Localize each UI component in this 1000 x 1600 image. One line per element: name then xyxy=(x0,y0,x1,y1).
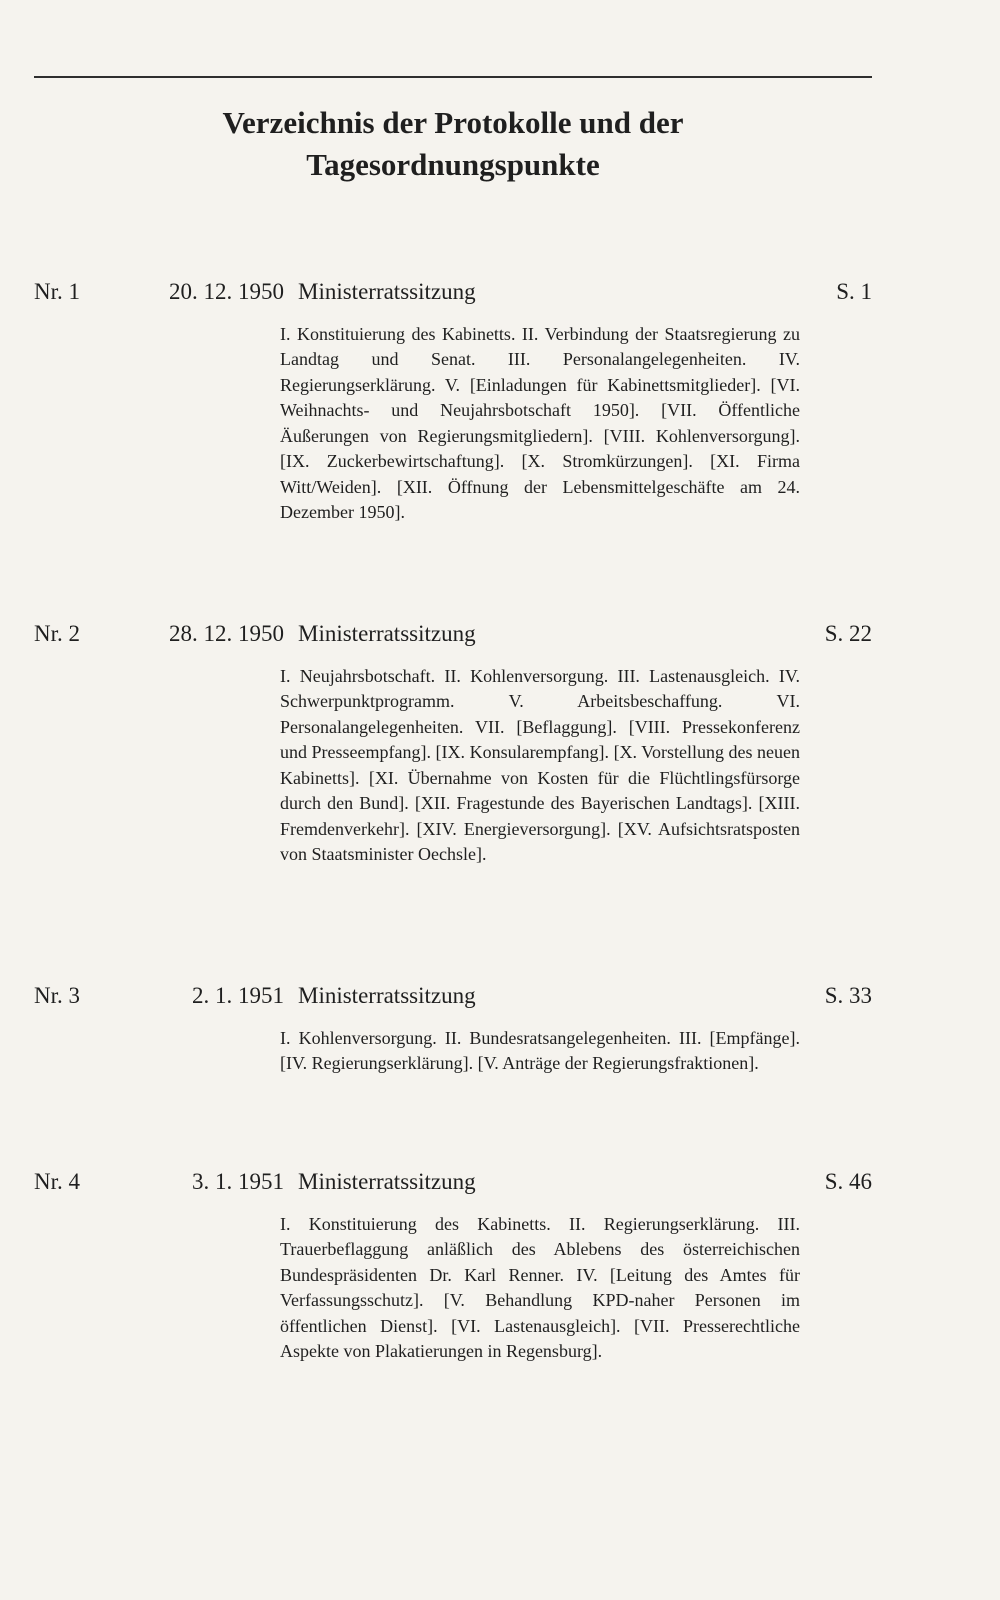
protocol-date: 28. 12. 1950 xyxy=(169,621,284,646)
protocol-entry-header xyxy=(34,982,872,1010)
protocol-type: Ministerratssitzung xyxy=(298,983,476,1008)
protocol-entry-header xyxy=(34,278,872,306)
protocol-date: 3. 1. 1951 xyxy=(192,1169,284,1194)
page-title-line-1: Verzeichnis der Protokolle und der xyxy=(222,105,684,140)
protocol-entry-4 xyxy=(34,1168,872,1383)
protocol-entry-2 xyxy=(34,620,872,886)
page-title-line-2: Tagesordnungspunkte xyxy=(306,146,600,182)
page-title xyxy=(34,102,872,186)
protocol-type: Ministerratssitzung xyxy=(298,1169,476,1194)
header-rule xyxy=(34,76,872,78)
protocol-entry-1 xyxy=(34,278,872,544)
protocol-date: 2. 1. 1951 xyxy=(192,983,284,1008)
protocol-entry-header xyxy=(34,620,872,648)
protocol-agenda-text: I. Neujahrsbotschaft. II. Kohlenversorgung. III. Lastenausgleich. IV. Schwerpunktprogramm. V. Arbeitsbeschaffung. VI. Personalangelegenheiten. VII. [Beflaggung]. [VIII. Pressekonferenz und Presseempfang]. [IX. Konsularempfang]. [X. Vorstellung des neuen Kabinetts]. [XI. Übernahme von Kosten für die Flüchtlingsfürsorge durch den Bund]. [XII. Fragestunde des Bayerischen Landtags]. [XIII. Fremdenverkehr]. [XIV. Energieversorgung]. [XV. Aufsichtsratsposten von Staatsminister Oechsle]. xyxy=(280,665,800,865)
protocol-type: Ministerratssitzung xyxy=(298,621,476,646)
protocol-page-reference: S. 33 xyxy=(824,983,872,1008)
protocol-agenda-text: I. Konstituierung des Kabinetts. II. Regierungserklärung. III. Trauerbeflaggung anläßlich des Ablebens des österreichischen Bundespräsidenten Dr. Karl Renner. IV. [Leitung des Amtes für Verfassungsschutz]. [V. Behandlung KPD-naher Personen im öffentlichen Dienst]. [VI. Lastenausgleich]. [VII. Presserechtliche Aspekte von Plakatierungen in Regensburg]. xyxy=(280,1213,800,1362)
protocol-date: 20. 12. 1950 xyxy=(169,279,284,304)
protocol-page-reference: S. 1 xyxy=(836,279,872,304)
protocol-agenda-text: I. Konstituierung des Kabinetts. II. Verbindung der Staatsregierung zu Landtag und Senat. III. Personalangelegenheiten. IV. Regierungserklärung. V. [Einladungen für Kabinettsmitglieder]. [VI. Weihnachts- und Neujahrsbotschaft 1950]. [VII. Öffentliche Äußerungen von Regierungsmitgliedern]. [VIII. Kohlenversorgung]. [IX. Zuckerbewirtschaftung]. [X. Stromkürzungen]. [XI. Firma Witt/Weiden]. [XII. Öffnung der Lebensmittelgeschäfte am 24. Dezember 1950]. xyxy=(280,323,800,523)
protocol-type: Ministerratssitzung xyxy=(298,279,476,304)
protocol-agenda-text: I. Kohlenversorgung. II. Bundesratsangelegenheiten. III. [Empfänge]. [IV. Regierungserklärung]. [V. Anträge der Regierungsfraktionen]. xyxy=(280,1027,800,1074)
protocol-page-reference: S. 46 xyxy=(824,1169,872,1194)
protocol-number: Nr. 1 xyxy=(34,279,80,304)
protocol-entry-3 xyxy=(34,982,872,1095)
protocol-page-reference: S. 22 xyxy=(824,621,872,646)
protocol-number: Nr. 4 xyxy=(34,1169,80,1194)
protocol-number: Nr. 3 xyxy=(34,983,80,1008)
protocol-number: Nr. 2 xyxy=(34,621,80,646)
protocol-entry-header xyxy=(34,1168,872,1196)
